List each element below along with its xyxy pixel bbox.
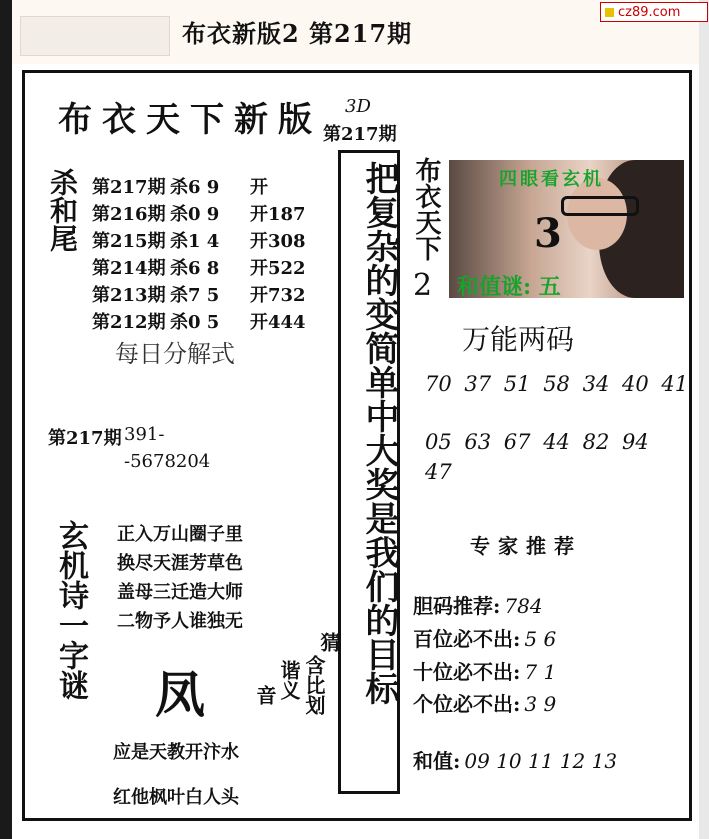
poem-line: 换尽天涯芳草色 (117, 553, 243, 574)
ge-row (413, 688, 556, 717)
issue-cell: 第214期 (92, 257, 166, 279)
shi-label: 十位必不出: (413, 660, 521, 684)
open-cell: 开187 (250, 203, 306, 225)
he-row (413, 745, 617, 774)
hint-meaning: 谐义 (277, 660, 301, 700)
brand-title: 布衣天下新版 (58, 100, 322, 140)
dan-value: 784 (504, 594, 543, 618)
kill-cell: 杀6 9 (170, 176, 220, 198)
two-codes-label: 万能两码 (462, 323, 575, 356)
left-edge (0, 0, 12, 839)
ge-label: 个位必不出: (413, 692, 521, 716)
blank-box (20, 16, 170, 56)
watermark-text: cz89.com (618, 4, 681, 20)
square-icon (605, 8, 614, 17)
issue-cell: 第213期 (92, 284, 166, 306)
kill-tail-label: 杀和尾 (46, 168, 79, 252)
photo-number: 3 (534, 210, 562, 257)
hint-stroke: 含比划 (302, 655, 326, 715)
kill-cell: 杀0 5 (170, 311, 220, 333)
photo-caption: 四眼看玄机 (499, 169, 604, 190)
promo-photo (449, 160, 684, 298)
hint-sound: 音 (253, 685, 277, 705)
slogan-text: 把复杂的变简单中大奖是我们的目标 (359, 161, 399, 705)
page-title: 布衣新版2 第217期 (182, 19, 413, 48)
open-cell: 开732 (250, 284, 306, 306)
brand2-label: 布衣天下 (411, 157, 441, 261)
open-cell: 开 (250, 176, 268, 198)
poem-line: 二物予人谁独无 (117, 611, 243, 632)
brand-tag: 3D (345, 96, 371, 117)
open-cell: 开522 (250, 257, 306, 279)
kill-cell: 杀0 9 (170, 203, 220, 225)
open-cell: 开444 (250, 311, 306, 333)
hint-guess: 猜 (317, 632, 341, 652)
issue-cell: 第217期 (92, 176, 166, 198)
dan-label: 胆码推荐: (413, 594, 501, 618)
slogan-box (338, 150, 400, 794)
bai-label: 百位必不出: (413, 627, 521, 651)
brand-issue: 第217期 (323, 124, 397, 145)
daily-issue: 第217期 (48, 428, 122, 449)
table-row (92, 199, 306, 226)
poem-label: 玄机诗一字谜 (53, 520, 88, 700)
table-row (92, 280, 306, 307)
shi-row (413, 656, 556, 685)
kill-cell: 杀1 4 (170, 230, 220, 252)
ge-value: 3 9 (524, 692, 557, 716)
kill-tail-table (92, 172, 306, 334)
table-row (92, 253, 306, 280)
table-row (92, 226, 306, 253)
two-codes-row-2: 05 63 67 44 82 94 (425, 430, 649, 454)
daily-line-1: 391- (124, 424, 165, 445)
right-scrollbar[interactable] (699, 0, 709, 839)
watermark[interactable] (600, 2, 708, 22)
kill-cell: 杀6 8 (170, 257, 220, 279)
two-codes-row-1: 70 37 51 58 34 40 41 (425, 372, 689, 396)
bai-value: 5 6 (524, 627, 557, 651)
brand2-number: 2 (413, 268, 433, 303)
two-codes-row-3: 47 (425, 460, 452, 484)
shi-value: 7 1 (524, 660, 557, 684)
poem-line: 盖母三迁造大师 (117, 582, 243, 603)
table-row (92, 172, 306, 199)
table-row (92, 307, 306, 334)
issue-cell: 第212期 (92, 311, 166, 333)
riddle-char: 凤 (155, 665, 205, 724)
answer-line-1: 应是天教开汴水 (113, 742, 239, 763)
answer-line-2: 红他枫叶白人头 (113, 787, 239, 808)
daily-line-2: -5678204 (124, 451, 211, 472)
glasses-icon (561, 196, 639, 216)
expert-label: 专家推荐 (470, 534, 582, 558)
poem-line: 正入万山圈子里 (117, 524, 243, 545)
dan-row (413, 590, 543, 619)
issue-cell: 第216期 (92, 203, 166, 225)
issue-cell: 第215期 (92, 230, 166, 252)
daily-label: 每日分解式 (115, 340, 235, 368)
open-cell: 开308 (250, 230, 306, 252)
photo-hezhi: 和值谜: 五 (457, 274, 561, 298)
he-label: 和值: (413, 749, 461, 773)
kill-cell: 杀7 5 (170, 284, 220, 306)
bai-row (413, 623, 556, 652)
poem-lines (117, 520, 243, 636)
he-value: 09 10 11 12 13 (464, 749, 618, 773)
